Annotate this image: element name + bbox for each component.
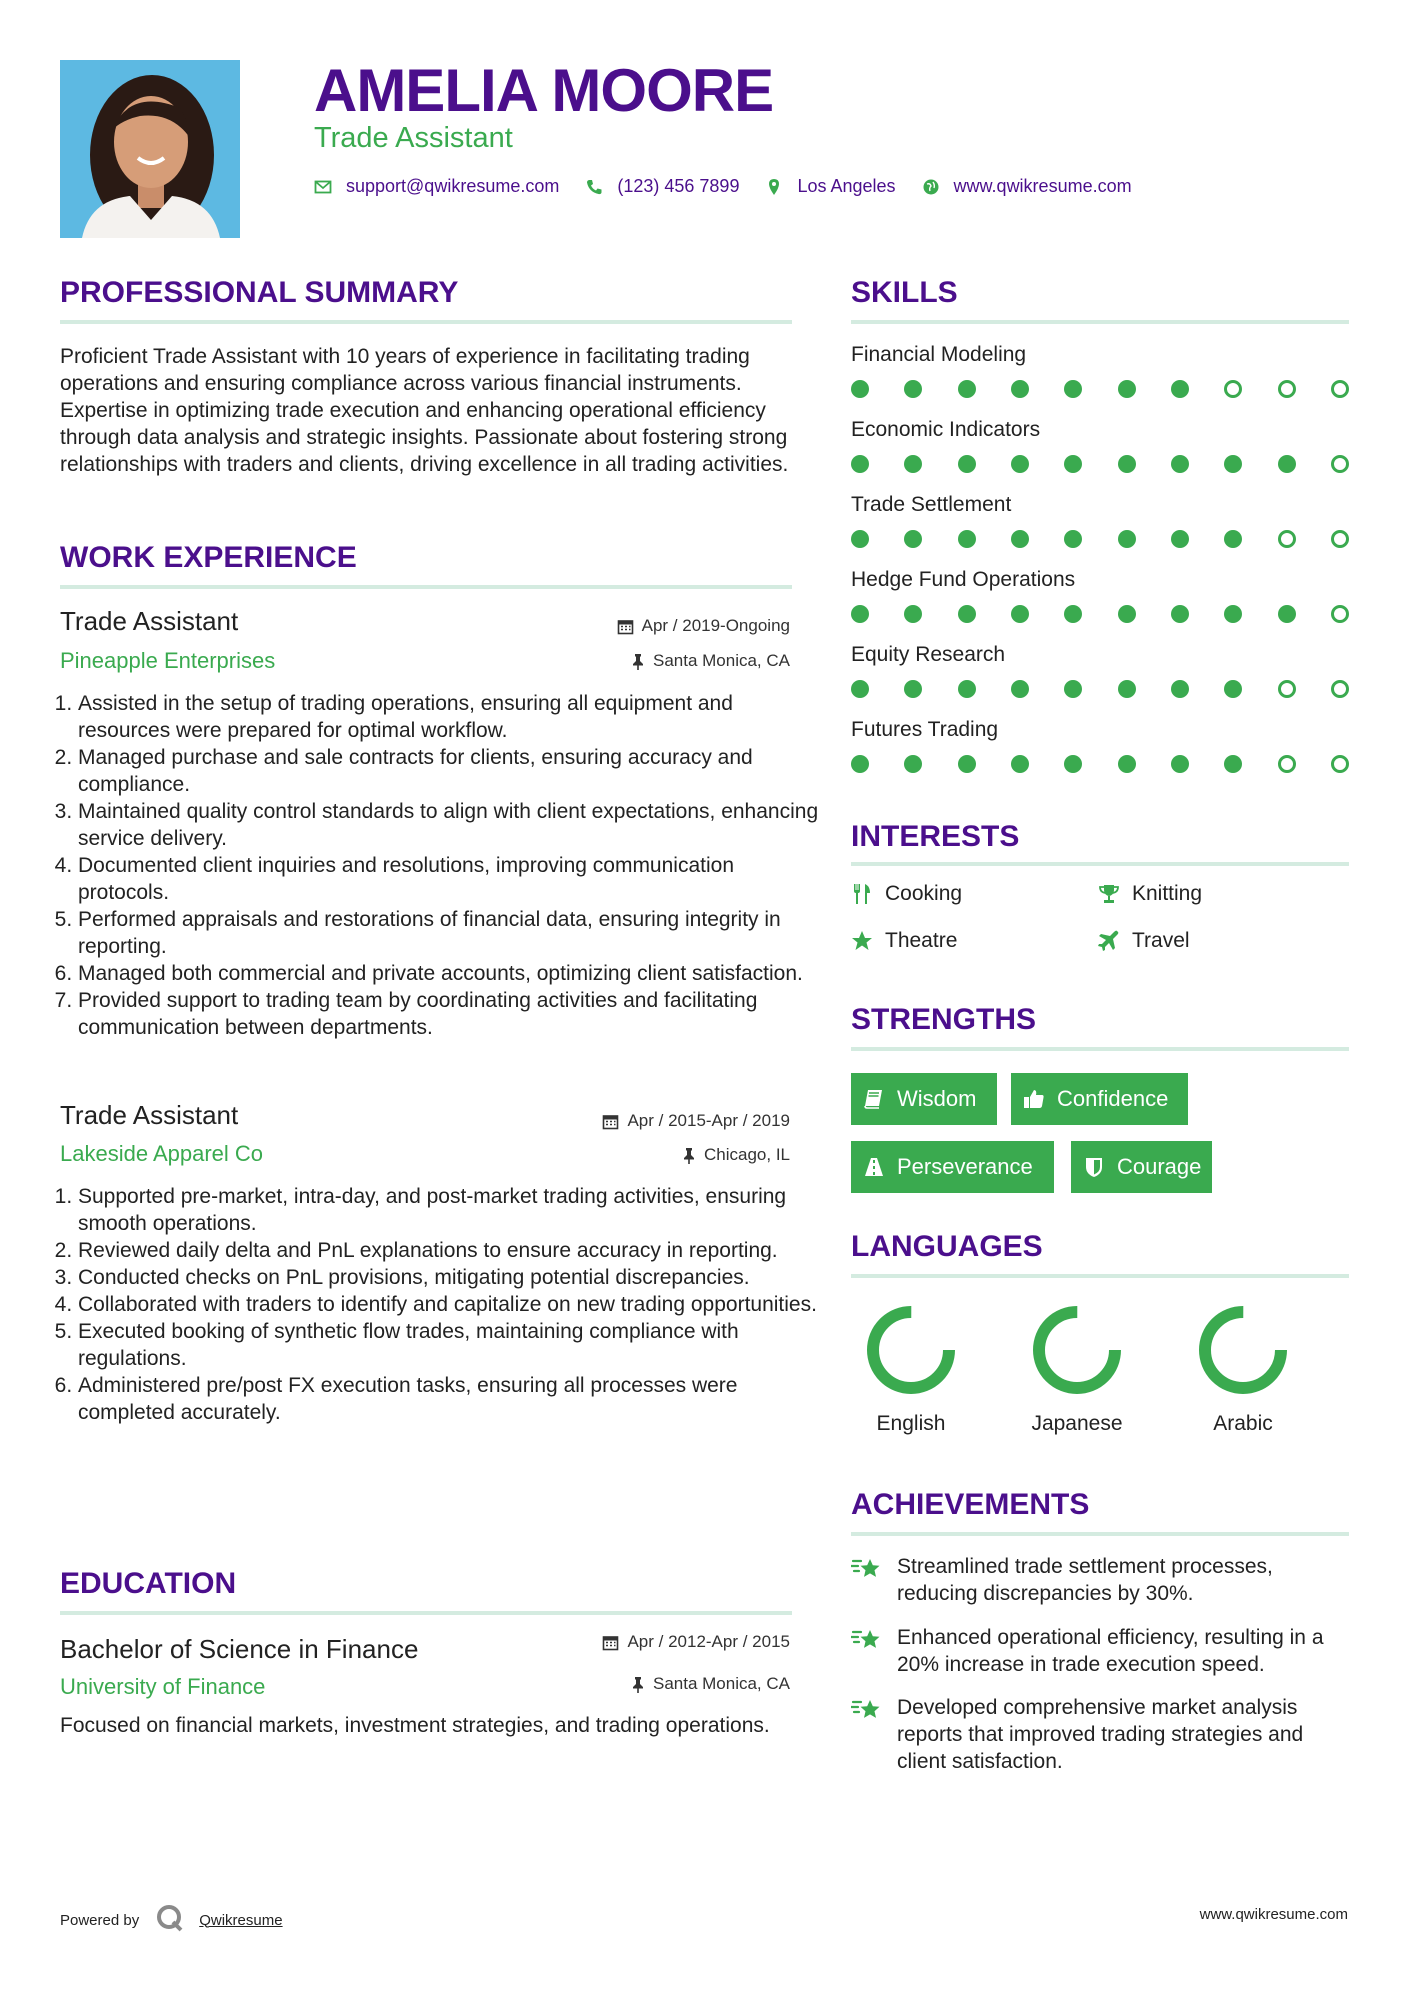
globe-icon xyxy=(922,178,940,196)
trophy-icon xyxy=(1098,883,1120,905)
education-degree: Bachelor of Science in Finance xyxy=(60,1634,419,1664)
skill-rating xyxy=(851,529,1349,549)
job-bullet: 4. Documented client inquiries and resolutions, improving communication protocols. xyxy=(78,852,823,906)
skill-dot-filled xyxy=(1011,755,1029,773)
education-location xyxy=(631,1674,790,1694)
job-bullet: 3. Maintained quality control standards to align with client expectations, enhancing service delivery. xyxy=(78,798,823,852)
skill-dot-filled xyxy=(1118,755,1136,773)
job-bullet: 7. Provided support to trading team by coordinating activities and facilitating communication between departments. xyxy=(78,987,823,1041)
skill-dot-filled xyxy=(1171,755,1189,773)
skill-dot-filled xyxy=(1171,605,1189,623)
strength-tag xyxy=(1011,1073,1188,1125)
strength-tag xyxy=(1071,1141,1212,1193)
skill-dot-empty xyxy=(1331,380,1349,398)
skill-dot-filled xyxy=(1171,530,1189,548)
skill-dot-filled xyxy=(1011,530,1029,548)
job-dates xyxy=(602,1111,790,1131)
skill-dot-filled xyxy=(904,605,922,623)
skill-dot-filled xyxy=(1118,455,1136,473)
section-title-languages: LANGUAGES xyxy=(851,1230,1043,1263)
strength-tag xyxy=(851,1073,997,1125)
skill-rating xyxy=(851,454,1349,474)
skill-dot-filled xyxy=(1064,530,1082,548)
skill-rating xyxy=(851,604,1349,624)
language-level-arc xyxy=(1039,1312,1115,1388)
skill-rating xyxy=(851,754,1349,774)
skill-dot-filled xyxy=(851,380,869,398)
skill-name: Futures Trading xyxy=(851,718,999,741)
skill-dot-filled xyxy=(1118,380,1136,398)
section-divider xyxy=(851,1047,1349,1051)
job-location xyxy=(631,651,790,671)
contact-bar xyxy=(314,176,1158,197)
skill-dot-filled xyxy=(1278,605,1296,623)
skill-dot-filled xyxy=(1224,455,1242,473)
skill-dot-filled xyxy=(1224,680,1242,698)
strength-label: Confidence xyxy=(1057,1086,1169,1111)
skill-dot-filled xyxy=(1224,605,1242,623)
achievement-item xyxy=(851,1553,1351,1607)
contact-location: Los Angeles xyxy=(797,176,896,196)
envelope-icon xyxy=(314,178,332,196)
achievement-star-icon xyxy=(851,1696,883,1724)
job-bullet: 3. Conducted checks on PnL provisions, mitigating potential discrepancies. xyxy=(78,1264,823,1291)
language-label: Arabic xyxy=(1213,1412,1273,1435)
footer-website-link[interactable]: www.qwikresume.com xyxy=(1199,1906,1348,1923)
powered-by-brand-link[interactable]: Qwikresume xyxy=(199,1911,283,1929)
skill-dot-empty xyxy=(1224,380,1242,398)
skill-name: Hedge Fund Operations xyxy=(851,568,1076,591)
section-title-interests: INTERESTS xyxy=(851,820,1020,853)
skill-rating xyxy=(851,379,1349,399)
pushpin-icon xyxy=(631,1676,645,1693)
plane-icon xyxy=(1098,930,1120,952)
job-bullet: 5. Performed appraisals and restorations of financial data, ensuring integrity in reporting. xyxy=(78,906,823,960)
skill-dot-empty xyxy=(1278,680,1296,698)
achievement-item xyxy=(851,1624,1351,1678)
achievement-star-icon xyxy=(851,1626,883,1654)
job-bullet: 4. Collaborated with traders to identify and capitalize on new trading opportunities. xyxy=(78,1291,823,1318)
job-bullet: 6. Managed both commercial and private accounts, optimizing client satisfaction. xyxy=(78,960,823,987)
skill-dot-filled xyxy=(1224,530,1242,548)
skill-dot-filled xyxy=(851,755,869,773)
section-title-summary: PROFESSIONAL SUMMARY xyxy=(60,276,459,309)
skill-dot-filled xyxy=(958,680,976,698)
contact-website[interactable]: www.qwikresume.com xyxy=(953,176,1132,196)
job-bullet: 1. Supported pre-market, intra-day, and post-market trading activities, ensuring smooth operations. xyxy=(78,1183,823,1237)
calendar-icon xyxy=(617,618,634,635)
skill-dot-filled xyxy=(1171,455,1189,473)
calendar-icon xyxy=(602,1634,619,1651)
strength-label: Wisdom xyxy=(897,1086,977,1111)
section-title-strengths: STRENGTHS xyxy=(851,1003,1037,1036)
skill-dot-filled xyxy=(1011,680,1029,698)
skill-dot-filled xyxy=(904,755,922,773)
skill-dot-filled xyxy=(904,380,922,398)
powered-by-label: Powered by xyxy=(60,1911,140,1929)
interest-label: Knitting xyxy=(1132,882,1203,905)
job-bullet: 1. Assisted in the setup of trading operations, ensuring all equipment and resources were prepared for optimal workflow. xyxy=(78,690,823,744)
book-icon xyxy=(863,1088,885,1110)
footer-powered-by xyxy=(60,1903,283,1937)
education-location-text: Santa Monica, CA xyxy=(652,1674,790,1693)
skill-name: Financial Modeling xyxy=(851,343,1027,366)
job-company: Lakeside Apparel Co xyxy=(60,1141,264,1166)
skill-dot-filled xyxy=(904,455,922,473)
profile-photo xyxy=(60,60,240,238)
skill-dot-filled xyxy=(1064,380,1082,398)
skill-name: Trade Settlement xyxy=(851,493,1012,516)
education-dates-text: Apr / 2012-Apr / 2015 xyxy=(627,1632,790,1651)
skill-dot-empty xyxy=(1331,755,1349,773)
language-label: Japanese xyxy=(1031,1412,1123,1435)
language-label: English xyxy=(876,1412,946,1435)
section-title-work: WORK EXPERIENCE xyxy=(60,541,357,574)
skill-dot-empty xyxy=(1278,530,1296,548)
skill-dot-filled xyxy=(958,455,976,473)
skill-dot-filled xyxy=(1118,605,1136,623)
section-divider xyxy=(851,1532,1349,1536)
section-divider xyxy=(851,862,1349,866)
job-bullet: 5. Executed booking of synthetic flow trades, maintaining compliance with regulations. xyxy=(78,1318,823,1372)
job-dates xyxy=(617,616,790,636)
job-bullet: 6. Administered pre/post FX execution tasks, ensuring all processes were completed accurately. xyxy=(78,1372,823,1426)
education-description: Focused on financial markets, investment strategies, and trading operations. xyxy=(60,1714,770,1737)
achievement-star-icon xyxy=(851,1555,883,1583)
candidate-name: AMELIA MOORE xyxy=(314,57,774,124)
pushpin-icon xyxy=(682,1147,696,1164)
skill-dot-empty xyxy=(1331,605,1349,623)
job-location xyxy=(682,1145,790,1165)
interest-item xyxy=(1098,882,1202,906)
skill-dot-filled xyxy=(958,605,976,623)
skill-dot-filled xyxy=(958,530,976,548)
skill-dot-filled xyxy=(958,755,976,773)
skill-rating xyxy=(851,679,1349,699)
achievement-text: Developed comprehensive market analysis reports that improved trading strategies and client satisfaction. xyxy=(897,1696,1304,1773)
skill-dot-filled xyxy=(1064,680,1082,698)
section-title-education: EDUCATION xyxy=(60,1567,237,1600)
job-title: Trade Assistant xyxy=(60,1100,239,1130)
language-item xyxy=(851,1300,971,1436)
job-bullet: 2. Reviewed daily delta and PnL explanations to ensure accuracy in reporting. xyxy=(78,1237,823,1264)
job-bullets xyxy=(52,1183,823,1426)
job-location-text: Santa Monica, CA xyxy=(652,651,790,670)
section-divider xyxy=(60,320,792,324)
qwikresume-logo-icon xyxy=(155,1903,185,1937)
achievement-text: Streamlined trade settlement processes, reducing discrepancies by 30%. xyxy=(897,1555,1273,1605)
section-divider xyxy=(60,1611,792,1615)
strength-tag xyxy=(851,1141,1054,1193)
job-dates-text: Apr / 2019-Ongoing xyxy=(641,616,790,635)
skill-dot-filled xyxy=(1118,530,1136,548)
strength-label: Perseverance xyxy=(897,1154,1033,1179)
job-company: Pineapple Enterprises xyxy=(60,648,276,673)
map-pin-icon xyxy=(765,178,783,196)
interest-label: Theatre xyxy=(885,929,958,952)
education-dates xyxy=(602,1632,790,1652)
job-bullets xyxy=(52,690,823,1041)
strength-label: Courage xyxy=(1117,1154,1202,1179)
language-ring xyxy=(861,1300,961,1400)
skill-dot-filled xyxy=(904,680,922,698)
interest-label: Cooking xyxy=(885,882,963,905)
skill-dot-filled xyxy=(1118,680,1136,698)
skill-dot-filled xyxy=(851,680,869,698)
skill-dot-filled xyxy=(1011,455,1029,473)
thumbs-up-icon xyxy=(1023,1088,1045,1110)
contact-phone[interactable]: (123) 456 7899 xyxy=(617,176,740,196)
skill-dot-empty xyxy=(1278,755,1296,773)
section-title-achievements: ACHIEVEMENTS xyxy=(851,1488,1090,1521)
skill-dot-filled xyxy=(1064,605,1082,623)
skill-dot-empty xyxy=(1331,455,1349,473)
job-location-text: Chicago, IL xyxy=(704,1145,790,1164)
skill-name: Equity Research xyxy=(851,643,1006,666)
skill-dot-filled xyxy=(1064,755,1082,773)
skill-dot-empty xyxy=(1278,380,1296,398)
skill-dot-filled xyxy=(1171,680,1189,698)
shield-icon xyxy=(1083,1156,1105,1178)
summary-text: Proficient Trade Assistant with 10 years of experience in facilitating trading operations and ensuring compliance across various financial instruments. Expertise in optimizing trade execution and enhancing operational efficiency through data analysis and strategic insights. Passionate about fostering strong relationships with traders and clients, driving excellence in all trading activities. xyxy=(60,345,789,476)
skill-dot-filled xyxy=(904,530,922,548)
section-divider xyxy=(60,585,792,589)
skill-dot-filled xyxy=(1064,455,1082,473)
section-title-skills: SKILLS xyxy=(851,276,958,309)
education-school: University of Finance xyxy=(60,1674,266,1699)
interest-item xyxy=(851,929,957,953)
candidate-role: Trade Assistant xyxy=(314,122,513,154)
job-bullet: 2. Managed purchase and sale contracts for clients, ensuring accuracy and compliance. xyxy=(78,744,823,798)
job-title: Trade Assistant xyxy=(60,606,239,636)
skill-dot-filled xyxy=(958,380,976,398)
language-ring xyxy=(1193,1300,1293,1400)
star-icon xyxy=(851,930,873,952)
calendar-icon xyxy=(602,1113,619,1130)
achievement-item xyxy=(851,1694,1351,1775)
language-level-arc xyxy=(1205,1312,1281,1388)
skill-dot-filled xyxy=(851,455,869,473)
skill-dot-filled xyxy=(1224,755,1242,773)
skill-dot-empty xyxy=(1331,680,1349,698)
skill-name: Economic Indicators xyxy=(851,418,1041,441)
portrait-illustration xyxy=(60,60,240,238)
language-item xyxy=(1183,1300,1303,1436)
skill-dot-empty xyxy=(1331,530,1349,548)
section-divider xyxy=(851,1274,1349,1278)
skill-dot-filled xyxy=(1171,380,1189,398)
skill-dot-filled xyxy=(851,605,869,623)
skill-dot-filled xyxy=(1278,455,1296,473)
language-item xyxy=(1017,1300,1137,1436)
skill-dot-filled xyxy=(1011,605,1029,623)
pushpin-icon xyxy=(631,653,645,670)
language-ring xyxy=(1027,1300,1127,1400)
job-dates-text: Apr / 2015-Apr / 2019 xyxy=(627,1111,790,1130)
phone-icon xyxy=(585,178,603,196)
achievement-text: Enhanced operational efficiency, resulting in a 20% increase in trade execution speed. xyxy=(897,1626,1324,1676)
section-divider xyxy=(851,320,1349,324)
cutlery-icon xyxy=(851,883,873,905)
skill-dot-filled xyxy=(1011,380,1029,398)
contact-email[interactable]: support@qwikresume.com xyxy=(346,176,560,196)
skill-dot-filled xyxy=(851,530,869,548)
interest-item xyxy=(1098,929,1190,953)
interest-label: Travel xyxy=(1132,929,1190,952)
road-icon xyxy=(863,1156,885,1178)
interest-item xyxy=(851,882,962,906)
language-level-arc xyxy=(873,1312,949,1388)
